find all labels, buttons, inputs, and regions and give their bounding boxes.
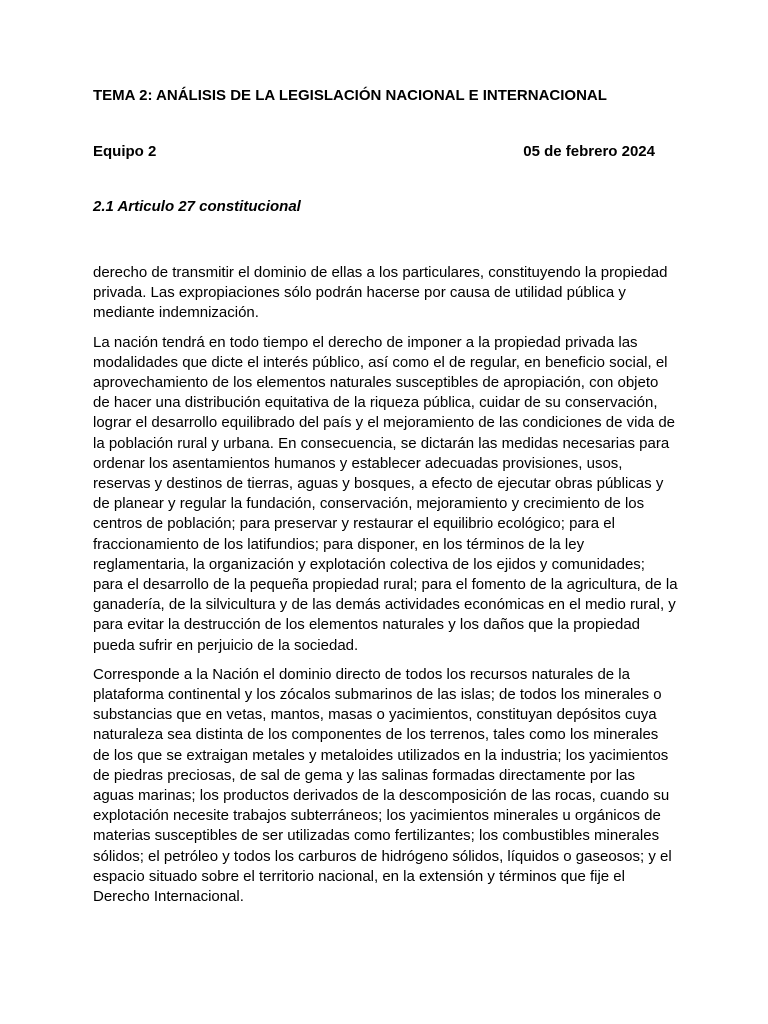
document-title: TEMA 2: ANÁLISIS DE LA LEGISLACIÓN NACIONAL E INTERNACIONAL: [93, 87, 607, 104]
section-heading: 2.1 Articulo 27 constitucional: [93, 198, 301, 215]
body-paragraph: derecho de transmitir el dominio de ellas a los particulares, constituyendo la propiedad privada. Las expropiaciones sólo podrán hacerse por causa de utilidad pública y mediante indemnización.: [93, 264, 668, 322]
body-paragraph: La nación tendrá en todo tiempo el derecho de imponer a la propiedad privada las modalidades que dicte el interés público, así como el de regular, en beneficio social, el aprovechamiento de los elementos naturales susceptibles de apropiación, con objeto de hacer una distribución equitativa de la riqueza pública, cuidar de su conservación, lograr el desarrollo equilibrado del país y el mejoramiento de las condiciones de vida de la población rural y urbana. En consecuencia, se dictarán las medidas necesarias para ordenar los asentamientos humanos y establecer adecuadas provisiones, usos, reservas y destinos de tierras, aguas y bosques, a efecto de ejecutar obras públicas y de planear y regular la fundación, conservación, mejoramiento y crecimiento de los centros de población; para preservar y restaurar el equilibrio ecológico; para el fraccionamiento de los latifundios; para disponer, en los términos de la ley reglamentaria, la organización y explotación colectiva de los ejidos y comunidades; para el desarrollo de la pequeña propiedad rural; para el fomento de la agricultura, de la ganadería, de la silvicultura y de las demás actividades económicas en el medio rural, y para evitar la destrucción de los elementos naturales y los daños que la propiedad pueda sufrir en perjuicio de la sociedad.: [93, 333, 678, 654]
body-paragraph: Corresponde a la Nación el dominio directo de todos los recursos naturales de la plataforma continental y los zócalos submarinos de las islas; de todos los minerales o substancias que en vetas, mantos, masas o yacimientos, constituyan depósitos cuya naturaleza sea distinta de los componentes de los terrenos, tales como los minerales de los que se extraigan metales y metaloides utilizados en la industria; los yacimientos de piedras preciosas, de sal de gema y las salinas formadas directamente por las aguas marinas; los productos derivados de la descomposición de las rocas, cuando su explotación necesite trabajos subterráneos; los yacimientos minerales u orgánicos de materias susceptibles de ser utilizadas como fertilizantes; los combustibles minerales sólidos; el petróleo y todos los carburos de hidrógeno sólidos, líquidos o gaseosos; y el espacio situado sobre el territorio nacional, en la extensión y términos que fije el Derecho Internacional.: [93, 665, 672, 906]
team-label: Equipo 2: [93, 143, 157, 160]
document-date: 05 de febrero 2024: [523, 143, 655, 160]
document-body: [93, 263, 678, 916]
